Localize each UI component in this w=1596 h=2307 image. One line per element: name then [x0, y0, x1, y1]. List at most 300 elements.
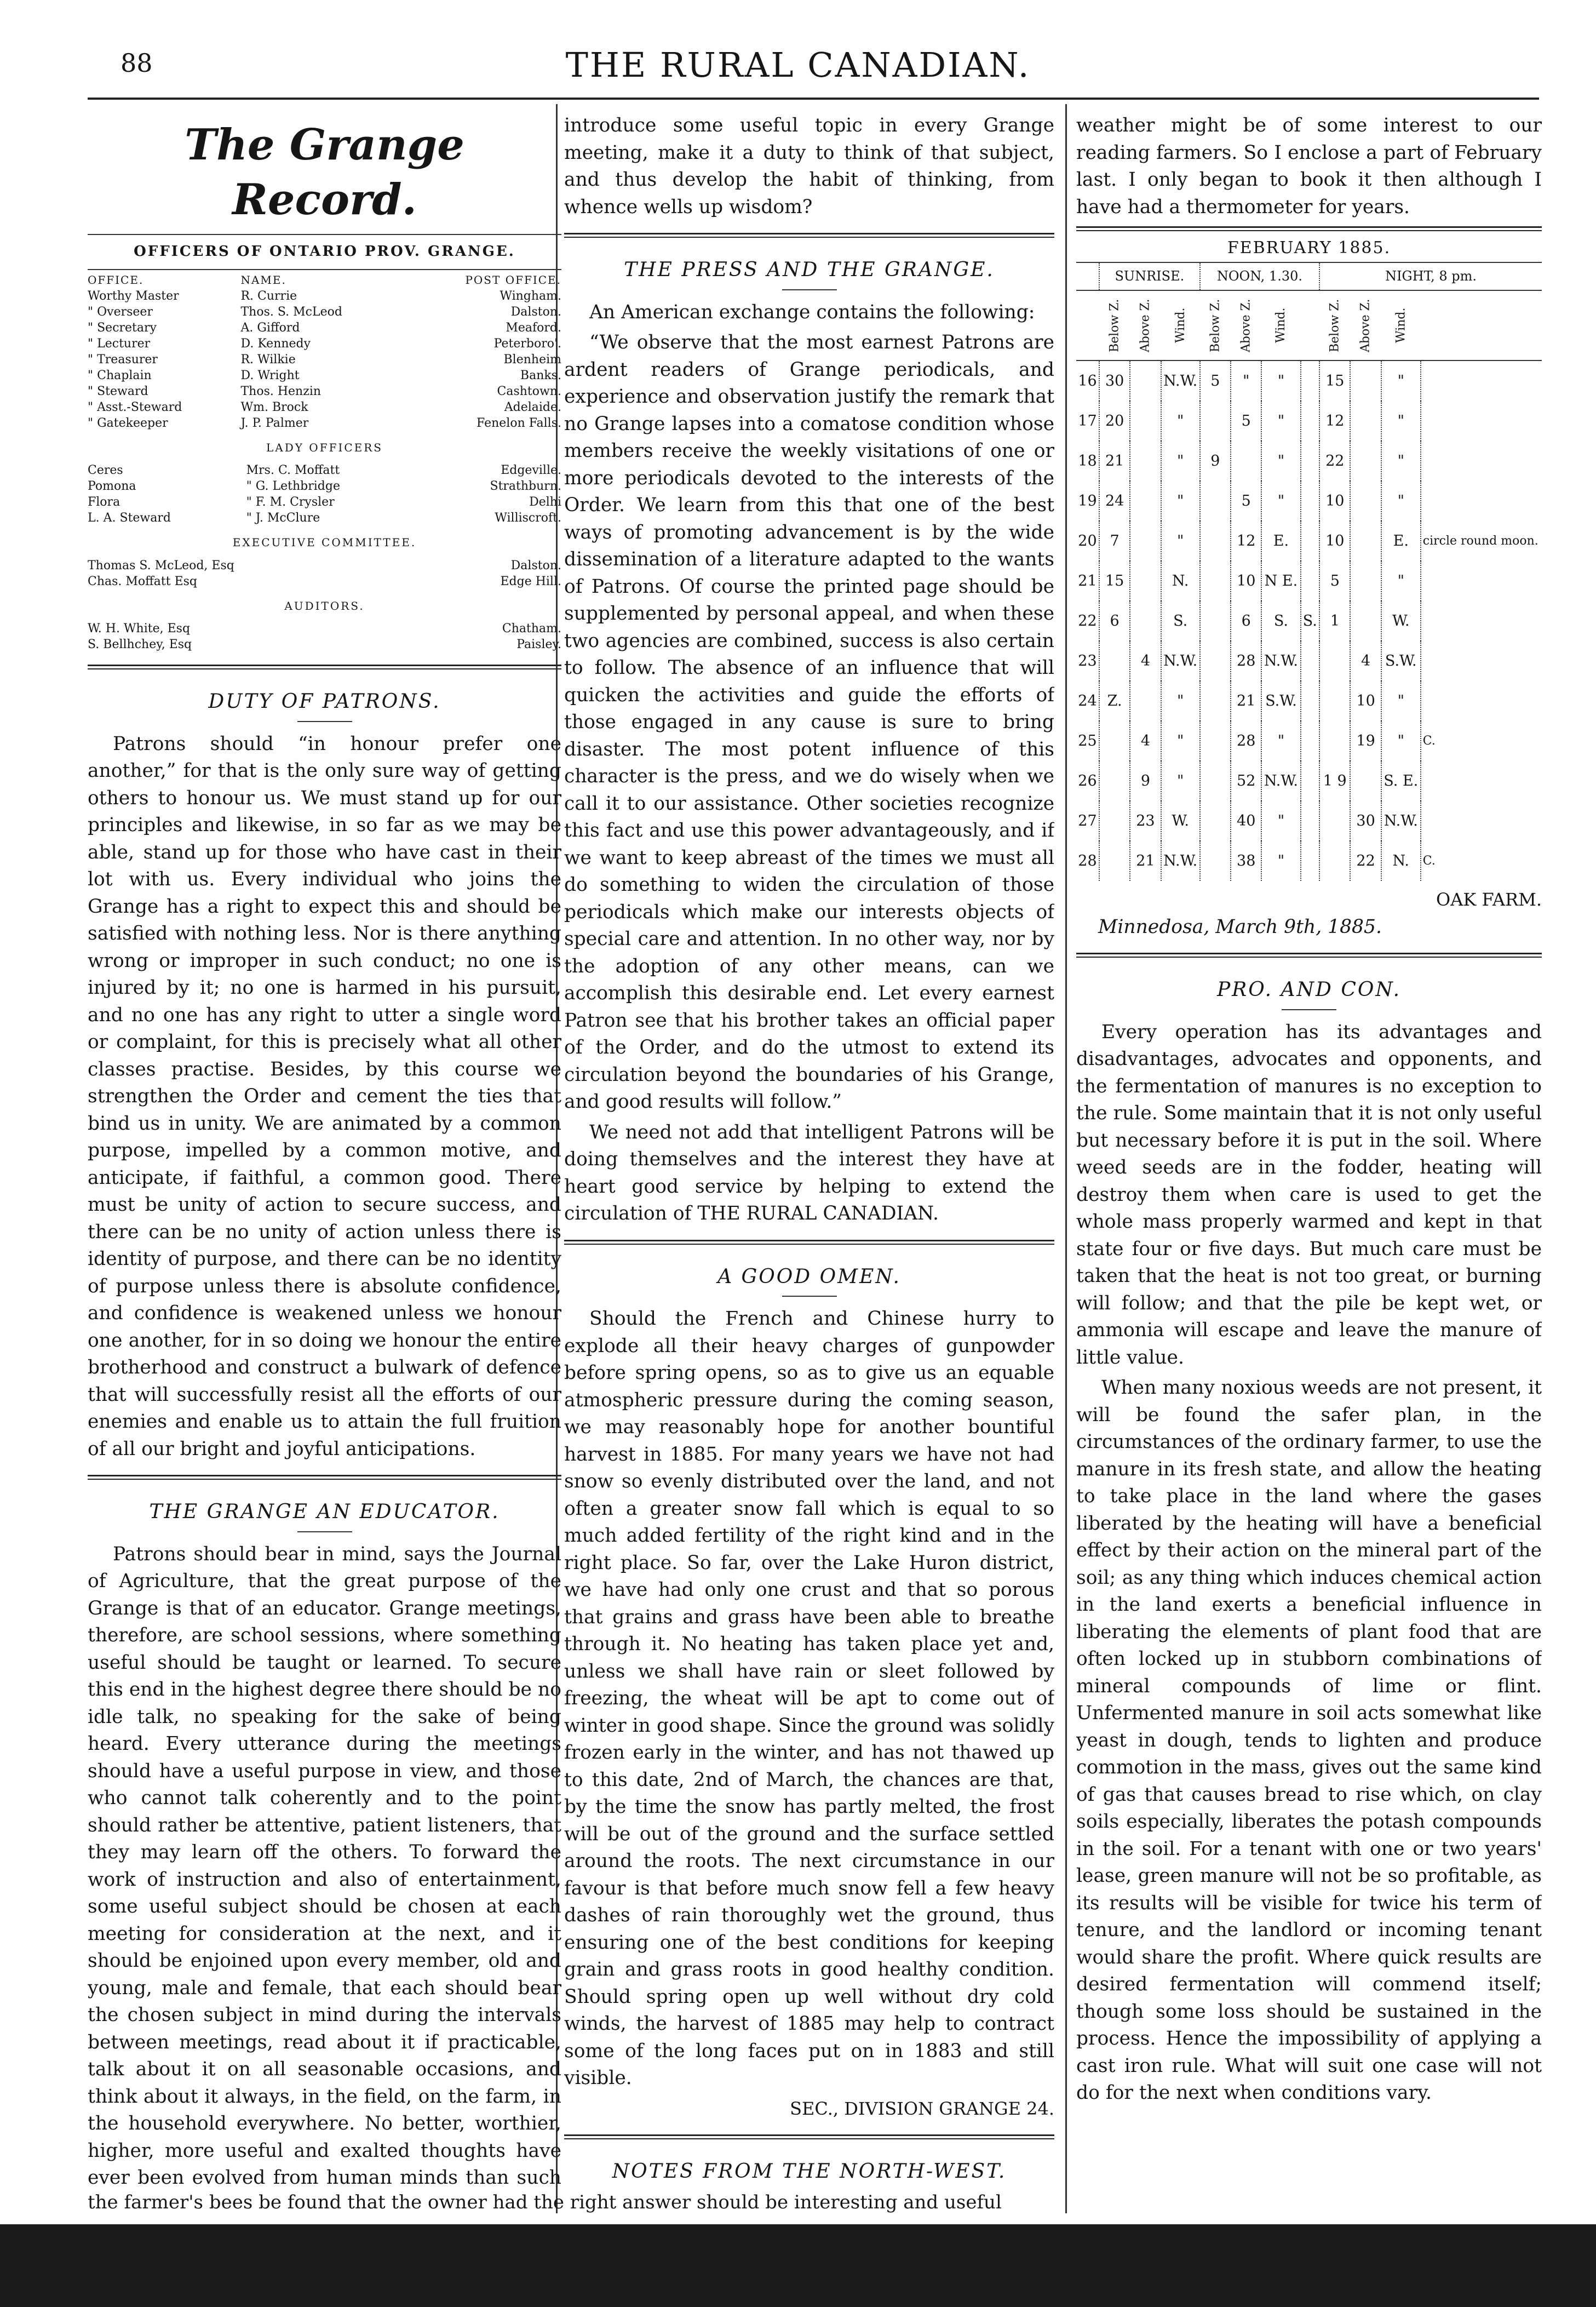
duty-of-patrons-heading: DUTY OF PATRONS. — [208, 690, 441, 713]
weather-cell: 9 — [1200, 441, 1231, 481]
executive-heading: EXECUTIVE COMMITTEE. — [232, 536, 417, 549]
weather-cell — [1421, 681, 1542, 721]
weather-cell — [1421, 360, 1542, 401]
weather-cell: C. — [1421, 841, 1542, 881]
weather-cell: N.W. — [1161, 360, 1200, 401]
weather-cell — [1099, 721, 1130, 761]
weather-subhead: Below Z. — [1200, 290, 1231, 360]
section-divider — [88, 1475, 561, 1480]
press-intro: An American exchange contains the following: — [589, 301, 1035, 323]
auditor-row — [88, 637, 561, 652]
weather-cell: S.W. — [1261, 681, 1300, 721]
officer-row — [88, 320, 561, 336]
weather-subhead: Wind. — [1161, 290, 1200, 360]
weather-subhead-blank — [1301, 290, 1320, 360]
weather-cell: S.W. — [1381, 641, 1421, 681]
officer-office: " Gatekeeper — [88, 416, 168, 430]
weather-cell: 5 — [1200, 360, 1231, 401]
column-1 — [88, 112, 561, 2189]
weather-cell: " — [1261, 481, 1300, 521]
weather-cell: 38 — [1231, 841, 1261, 881]
weather-cell: N.W. — [1381, 801, 1421, 841]
weather-cell — [1231, 441, 1261, 481]
weather-cell: 28 — [1231, 721, 1261, 761]
day-subhead — [1076, 290, 1099, 360]
duty-of-patrons-body: Patrons should “in honour prefer one another,” for that is the only sure way of getting others to honour us. We must stand up for our principles and likewise, in so far as we may be able, stand up for those who have cast in their lot with us. Every individual who joins the Grange has a right to expect this and should be satisfied with nothing less. Nor is there anything wrong or improper in such conduct; no one is injured by it; no one is harmed in his pursuit, and no one has any right to utter a single word or complaint, for this is precisely what all other classes practise. Besides, by this course we strengthen the Order and cement the ties that bind us in unity. We are animated by a common purpose, impelled by a common motive, and anticipate, if faithful, a common good. There must be unity of action to secure success, and there can be no unity of action unless there is identity of purpose, and there can be no identity of purpose unless there is absolute confidence, and confidence is weakened unless we honour one another, for in so doing we honour the entire brotherhood and construct a bulwark of defence that will successfully resist all the efforts of our enemies and enable us to attain the full fruition of all our bright and joyful anticipations. — [88, 732, 561, 1460]
weather-cell: E. — [1261, 521, 1300, 561]
weather-cell — [1130, 441, 1161, 481]
weather-cell — [1200, 641, 1231, 681]
auditors-heading: AUDITORS. — [284, 599, 365, 612]
weather-cell: " — [1261, 401, 1300, 441]
officer-post-office: Edgeville. — [501, 463, 561, 477]
weather-cell — [1130, 360, 1161, 401]
weather-cell — [1301, 360, 1320, 401]
weather-cell: 7 — [1099, 521, 1130, 561]
weather-cell: N.W. — [1261, 641, 1300, 681]
weather-cell: " — [1381, 481, 1421, 521]
section-divider — [88, 665, 561, 669]
weather-cell: " — [1381, 441, 1421, 481]
col-head-name: NAME. — [240, 273, 286, 287]
weather-row — [1076, 801, 1542, 841]
weather-cell — [1099, 841, 1130, 881]
weather-cell — [1301, 681, 1320, 721]
weather-cell — [1319, 801, 1350, 841]
weather-cell — [1200, 721, 1231, 761]
weather-cell — [1099, 641, 1130, 681]
weather-cell — [1301, 761, 1320, 801]
weather-cell — [1350, 441, 1381, 481]
bottom-scan-band — [0, 2224, 1596, 2307]
weather-cell: " — [1231, 360, 1261, 401]
officer-row — [88, 368, 561, 383]
weather-cell: 15 — [1099, 561, 1130, 601]
night-group: NIGHT, 8 pm. — [1319, 262, 1542, 291]
weather-cell: N. — [1381, 841, 1421, 881]
weather-cell: circle round moon. — [1421, 521, 1542, 561]
weather-row — [1076, 761, 1542, 801]
officer-office: " Asst.-Steward — [88, 400, 182, 414]
officer-office: Worthy Master — [88, 289, 179, 303]
weather-cell: " — [1161, 481, 1200, 521]
weather-cell — [1301, 521, 1320, 561]
weather-cell: 15 — [1319, 360, 1350, 401]
page-number: 88 — [120, 48, 153, 78]
lady-officer-row — [88, 494, 561, 510]
weather-table-title: FEBRUARY 1885. — [1227, 238, 1391, 257]
weather-cell: 22 — [1319, 441, 1350, 481]
weather-cell: 6 — [1231, 601, 1261, 641]
weather-row — [1076, 681, 1542, 721]
weather-cell: N. — [1161, 561, 1200, 601]
officers-heading: OFFICERS OF ONTARIO PROV. GRANGE. — [88, 234, 561, 270]
member-post-office: Dalston. — [510, 558, 561, 573]
officer-post-office: Cashtown. — [497, 384, 561, 398]
weather-cell — [1301, 721, 1320, 761]
weather-cell: 10 — [1350, 681, 1381, 721]
good-omen-signature: SEC., DIVISION GRANGE 24. — [790, 2098, 1054, 2119]
officer-row — [88, 352, 561, 368]
officer-office: " Lecturer — [88, 336, 151, 351]
weather-day: 25 — [1078, 732, 1097, 749]
officer-post-office: Meaford. — [506, 320, 561, 335]
weather-cell: 4 — [1130, 641, 1161, 681]
officers-table — [88, 272, 561, 431]
weather-subhead: Wind. — [1381, 290, 1421, 360]
weather-cell: " — [1261, 360, 1300, 401]
weather-row — [1076, 481, 1542, 521]
weather-subhead-blank — [1421, 290, 1542, 360]
officer-name: " F. M. Crysler — [246, 495, 335, 509]
grange-educator-continued: introduce some useful topic in every Grange meeting, make it a duty to think of that subject, and thus develop the habit of thinking, from whence wells up wisdom? — [564, 115, 1054, 218]
officer-office: Pomona — [88, 479, 136, 493]
column-2 — [564, 112, 1054, 2189]
officer-office: Flora — [88, 495, 120, 509]
weather-cell — [1200, 801, 1231, 841]
weather-subhead: Wind. — [1261, 290, 1300, 360]
weather-row — [1076, 641, 1542, 681]
weather-cell: E. — [1381, 521, 1421, 561]
weather-row — [1076, 561, 1542, 601]
weather-day: 26 — [1078, 772, 1097, 789]
section-divider — [1076, 953, 1542, 958]
weather-cell: 4 — [1350, 641, 1381, 681]
weather-cell — [1130, 521, 1161, 561]
weather-cell — [1130, 561, 1161, 601]
weather-cell — [1350, 401, 1381, 441]
weather-cell: 1 — [1319, 601, 1350, 641]
weather-cell — [1301, 441, 1320, 481]
auditor-post-office: Paisley. — [516, 638, 561, 651]
weather-cell — [1421, 641, 1542, 681]
auditors-table — [88, 621, 561, 652]
weather-cell — [1130, 601, 1161, 641]
weather-cell — [1301, 841, 1320, 881]
weather-cell: N.W. — [1161, 641, 1200, 681]
weather-cell: W. — [1161, 801, 1200, 841]
weather-day: 19 — [1078, 492, 1097, 510]
executive-row — [88, 574, 561, 589]
weather-cell: 24 — [1099, 481, 1130, 521]
weather-cell — [1319, 721, 1350, 761]
weather-cell: 40 — [1231, 801, 1261, 841]
weather-cell — [1130, 481, 1161, 521]
officer-name: A. Gifford — [240, 320, 300, 335]
officer-office: " Overseer — [88, 305, 153, 319]
officer-name: Wm. Brock — [240, 400, 308, 414]
executive-table — [88, 558, 561, 589]
north-west-dateline: Minnedosa, March 9th, 1885. — [1098, 915, 1382, 938]
noon-group: NOON, 1.30. — [1200, 262, 1319, 291]
sunrise-group: SUNRISE. — [1099, 262, 1200, 291]
weather-row — [1076, 841, 1542, 881]
weather-cell: 52 — [1231, 761, 1261, 801]
weather-cell — [1421, 561, 1542, 601]
weather-cell: 4 — [1130, 721, 1161, 761]
officer-post-office: Williscroft. — [495, 511, 561, 525]
weather-cell: 5 — [1231, 481, 1261, 521]
officer-name: R. Wilkie — [240, 352, 296, 367]
heading-rule — [297, 1531, 352, 1532]
weather-cell: 19 — [1350, 721, 1381, 761]
weather-cell: " — [1161, 681, 1200, 721]
weather-row — [1076, 441, 1542, 481]
officer-office: " Secretary — [88, 320, 157, 335]
weather-row — [1076, 721, 1542, 761]
col-head-post-office: POST OFFICE. — [465, 273, 561, 287]
weather-cell — [1130, 401, 1161, 441]
weather-cell: 10 — [1231, 561, 1261, 601]
weather-cell: 23 — [1130, 801, 1161, 841]
member-name: Thomas S. McLeod, Esq — [88, 558, 234, 573]
weather-cell: 5 — [1231, 401, 1261, 441]
column-3 — [1076, 112, 1542, 2189]
officer-office: L. A. Steward — [88, 511, 171, 525]
weather-row — [1076, 401, 1542, 441]
officer-post-office: Wingham. — [500, 289, 561, 303]
weather-cell: " — [1161, 721, 1200, 761]
officer-office: " Chaplain — [88, 368, 152, 382]
member-name: Chas. Moffatt Esq — [88, 574, 198, 588]
weather-subhead: Above Z. — [1350, 290, 1381, 360]
weather-day: 16 — [1078, 372, 1097, 390]
weather-cell — [1130, 681, 1161, 721]
weather-cell — [1350, 561, 1381, 601]
weather-cell: " — [1261, 441, 1300, 481]
press-after: We need not add that intelligent Patrons will be doing themselves and the interest they have at heart good service by helping to extend the circulation of THE RURAL CANADIAN. — [564, 1121, 1054, 1224]
grange-educator-heading: THE GRANGE AN EDUCATOR. — [149, 1501, 500, 1523]
good-omen-body: Should the French and Chinese hurry to explode all their heavy charges of gunpowder before spring opens, so as to give us an equable atmospheric pressure during the coming season, we may reasonably hope for another bountiful harvest in 1885. For many years we have not had snow so evenly distributed over the land, and not often a greater snow fall which is equal to so much added fertility of the right kind and in the right place. So far, over the Lake Huron district, we have had only one crust and that so porous that grains and grass have been able to breathe through it. No heating has taken place yet and, unless we shall have rain or sleet followed by freezing, the wheat will be apt to come out of winter in good shape. Since the ground was solidly frozen early in the winter, and has not thawed up to this date, 2nd of March, the chances are that, by the time the snow has partly melted, the frost will be out of the ground and the surface settled around the roots. The next circumstance in our favour is that before much snow fell a few heavy dashes of rain thoroughly wet the ground, thus ensuring one of the best conditions for keeping grain and grass roots in good healthy condition. Should spring open up well without dry cold winds, the harvest of 1885 may help to contract some of the long faces put on in 1883 and still visible. — [564, 1308, 1054, 2089]
officer-post-office: Peterboro'. — [493, 336, 561, 351]
weather-cell: " — [1381, 561, 1421, 601]
press-quote: “We observe that the most earnest Patrons are ardent readers of Grange periodicals, and experience and observation justify the remark that no Grange lapses into a comatose condition whose members receive the weekly visitations of one or more periodicals devoted to the interests of the Order. We learn from this that one of the best ways of promoting advancement is by the wide dissemination of a literature adapted to the wants of Patrons. Of course the printed page should be supplemented by personal appeal, and when these two agencies are combined, success is also certain to follow. The absence of an influence that will quicken the activities and guide the efforts of those engaged in any cause is sure to bring disaster. The most potent influence of this character is the press, and we do wisely when we call it to our assistance. Other societies recognize this fact and use this power advantageously, and if we want to keep abreast of the times we must all do something to widen the circulation of those periodicals which make our interests objects of special care and attention. In no other way, nor by the adoption of any other means, can we accomplish this desirable end. Let every earnest Patron see that his brother takes an official paper of the Order, and do the utmost to extend its circulation beyond the boundaries of his Grange, and good results will follow.” — [564, 331, 1054, 1113]
good-omen-heading: A GOOD OMEN. — [717, 1265, 901, 1288]
weather-cell: W. — [1381, 601, 1421, 641]
weather-row — [1076, 521, 1542, 561]
weather-cell — [1319, 841, 1350, 881]
weather-day: 27 — [1078, 812, 1097, 829]
weather-cell — [1319, 641, 1350, 681]
weather-cell — [1421, 801, 1542, 841]
lady-officer-row — [88, 510, 561, 526]
weather-subhead: Above Z. — [1130, 290, 1161, 360]
lady-officer-row — [88, 478, 561, 494]
weather-cell: " — [1381, 681, 1421, 721]
weather-cell: 20 — [1099, 401, 1130, 441]
weather-cell: 9 — [1130, 761, 1161, 801]
executive-row — [88, 558, 561, 574]
officer-name: D. Kennedy — [240, 336, 311, 351]
weather-cell: 5 — [1319, 561, 1350, 601]
officer-name: Thos. Henzin — [240, 384, 322, 398]
lady-officer-row — [88, 462, 561, 478]
officer-row — [88, 399, 561, 415]
weather-subhead: Below Z. — [1099, 290, 1130, 360]
col-head-office: OFFICE. — [88, 273, 144, 287]
auditor-row — [88, 621, 561, 637]
officer-post-office: Dalston. — [510, 305, 561, 319]
officer-post-office: Adelaide. — [504, 400, 561, 414]
heading-rule — [782, 289, 837, 290]
heading-rule — [1282, 1009, 1336, 1010]
officer-row — [88, 383, 561, 399]
officer-post-office: Banks. — [520, 368, 561, 382]
weather-cell: 10 — [1319, 521, 1350, 561]
heading-rule — [297, 721, 352, 722]
weather-cell — [1200, 841, 1231, 881]
north-west-heading: NOTES FROM THE NORTH-WEST. — [612, 2160, 1007, 2183]
weather-cell — [1350, 481, 1381, 521]
officer-name: R. Currie — [240, 289, 297, 303]
weather-cell: S. E. — [1381, 761, 1421, 801]
section-divider — [564, 2134, 1054, 2139]
auditor-name: W. H. White, Esq — [88, 622, 191, 636]
weather-cell: S. — [1161, 601, 1200, 641]
weather-table — [1076, 262, 1542, 881]
weather-cell: " — [1161, 441, 1200, 481]
section-divider — [564, 1240, 1054, 1245]
weather-cell: S. — [1301, 601, 1320, 641]
weather-day: 28 — [1078, 852, 1097, 869]
weather-cell — [1301, 641, 1320, 681]
weather-cell: 22 — [1350, 841, 1381, 881]
weather-cell — [1301, 481, 1320, 521]
weather-cell — [1421, 441, 1542, 481]
officer-row — [88, 304, 561, 320]
officer-office: " Steward — [88, 384, 148, 398]
weather-cell — [1350, 601, 1381, 641]
weather-day: 22 — [1078, 612, 1097, 629]
weather-cell: S. — [1261, 601, 1300, 641]
weather-cell: " — [1261, 721, 1300, 761]
grange-record-title: The Grange Record. — [185, 120, 464, 225]
weather-cell — [1200, 401, 1231, 441]
weather-cell: " — [1161, 401, 1200, 441]
weather-day: 17 — [1078, 412, 1097, 430]
officer-name: J. P. Palmer — [240, 416, 309, 430]
weather-cell: " — [1381, 721, 1421, 761]
weather-day: 20 — [1078, 532, 1097, 549]
weather-day: 24 — [1078, 692, 1097, 709]
weather-cell: " — [1381, 360, 1421, 401]
top-rule — [88, 98, 1539, 100]
officer-name: " J. McClure — [246, 511, 320, 525]
weather-cell — [1421, 401, 1542, 441]
section-divider — [1076, 226, 1542, 231]
lady-officers-heading: LADY OFFICERS — [266, 440, 383, 454]
lady-officers-table — [88, 462, 561, 526]
weather-cell: 12 — [1319, 401, 1350, 441]
weather-cell: " — [1261, 801, 1300, 841]
weather-subhead: Below Z. — [1319, 290, 1350, 360]
weather-cell: 21 — [1130, 841, 1161, 881]
weather-cell: C. — [1421, 721, 1542, 761]
auditor-post-office: Chatham. — [502, 622, 561, 636]
officer-post-office: Blenheim — [503, 352, 561, 367]
weather-cell — [1421, 601, 1542, 641]
pro-and-con-heading: PRO. AND CON. — [1216, 978, 1402, 1001]
heading-rule — [782, 1296, 837, 1297]
weather-cell — [1421, 481, 1542, 521]
weather-day: 18 — [1078, 452, 1097, 470]
officer-name: Thos. S. McLeod — [240, 305, 342, 319]
grange-educator-body: Patrons should bear in mind, says the Journal of Agriculture, that the great purpose of the Grange is that of an educator. Grange meetings, therefore, are school sessions, where something useful should be taught or learned. To secure this end in the highest degree there should be no idle talk, no speaking for the sake of being heard. Every utterance during the meetings should have a useful purpose in view, and those who cannot talk coherently and to the point should rather be attentive, patient listeners, that they may learn off the others. To forward the work of instruction and also of entertainment, some useful subject should be chosen at each meeting for consideration at the next, and it should be enjoined upon every member, old and young, male and female, that each should bear the chosen subject in mind during the intervals between meetings, read about it if practicable, talk about it on all seasonable occasions, and think about it always, in the field, on the farm, in the household everywhere. No better, worthier, higher, more useful and exalted thoughts have ever been evolved from human minds than such — [88, 1543, 561, 2189]
weather-cell: 6 — [1099, 601, 1130, 641]
weather-cell: 28 — [1231, 641, 1261, 681]
weather-cell: 12 — [1231, 521, 1261, 561]
officer-name: D. Wright — [240, 368, 300, 382]
section-divider — [564, 233, 1054, 238]
weather-cell — [1200, 681, 1231, 721]
weather-row — [1076, 601, 1542, 641]
weather-cell — [1099, 761, 1130, 801]
weather-subhead: Above Z. — [1231, 290, 1261, 360]
weather-day: 23 — [1078, 652, 1097, 669]
officer-row — [88, 288, 561, 304]
officer-office: " Treasurer — [88, 352, 158, 367]
weather-cell — [1350, 521, 1381, 561]
weather-cell — [1319, 681, 1350, 721]
weather-cell — [1301, 561, 1320, 601]
weather-cell: 21 — [1099, 441, 1130, 481]
day-col-head — [1076, 262, 1099, 291]
weather-cell: N.W. — [1161, 841, 1200, 881]
masthead: THE RURAL CANADIAN. — [565, 45, 1031, 85]
officer-name: " G. Lethbridge — [246, 479, 340, 493]
auditor-name: S. Bellhchey, Esq — [88, 638, 192, 651]
weather-cell: " — [1261, 841, 1300, 881]
pro-and-con-paragraph-1: Every operation has its advantages and disadvantages, advocates and opponents, and the fermentation of manures is no exception to the rule. Some maintain that it is not only useful but necessary before it is put in the soil. Where weed seeds are in the fodder, heating will destroy them when care is used to get the whole mass properly warmed and kept in that state four or five days. But much care must be taken that the heat is not too great, or burning will follow; and that the pile be kept wet, or ammonia will escape and leave the manure of little value. — [1076, 1021, 1542, 1369]
officer-row — [88, 336, 561, 352]
weather-cell: 1 9 — [1319, 761, 1350, 801]
weather-cell — [1200, 521, 1231, 561]
weather-cell: Z. — [1099, 681, 1130, 721]
weather-cell — [1200, 481, 1231, 521]
weather-cell: " — [1161, 521, 1200, 561]
weather-cell: " — [1161, 761, 1200, 801]
press-and-grange-heading: THE PRESS AND THE GRANGE. — [624, 259, 995, 281]
weather-cell — [1350, 360, 1381, 401]
member-post-office: Edge Hill. — [500, 574, 561, 588]
weather-day: 21 — [1078, 572, 1097, 589]
weather-cell — [1099, 801, 1130, 841]
weather-cell: 30 — [1350, 801, 1381, 841]
weather-cell: N E. — [1261, 561, 1300, 601]
pro-and-con-paragraph-2: When many noxious weeds are not present, it will be found the safer plan, in the circumstances of the ordinary farmer, to use the manure in its fresh state, and allow the heating to take place in the land where the gases liberated by the heating will have a beneficial effect by their action on the mineral part of the soil; as any thing which induces chemical action in the land exerts a beneficial influence in liberating the elements of plant food that are often locked up in stubborn combinations of mineral compounds of lime or flint. Unfermented manure in soil acts somewhat like yeast in dough, tends to lighten and produce commotion in the mass, gives out the same kind of gas that causes bread to rise which, on clay soils especially, liberates the potash compounds in the soil. For a tenant with one or two years' lease, green manure will not be so profitable, as its results will be visible for twice his term of tenure, and the landlord or incoming tenant would share the profit. Where quick results are desired fermentation will commend itself; though some loss should be sustained in the process. Hence the impossibility of applying a cast iron rule. What will suit one case will not do for the next when conditions vary. — [1076, 1377, 1542, 2104]
column-rule-2 — [1065, 104, 1067, 2213]
officer-post-office: Delhi — [529, 495, 561, 509]
north-west-continued: weather might be of some interest to our reading farmers. So I enclose a part of February last. I only began to book it then although I have had a thermometer for years. — [1076, 115, 1542, 218]
weather-cell — [1200, 761, 1231, 801]
weather-cell — [1200, 601, 1231, 641]
weather-cell — [1301, 401, 1320, 441]
bottom-strip-text: the farmer's bees be found that the owner had the right answer should be interesting and useful — [88, 2191, 1002, 2213]
weather-cell — [1421, 761, 1542, 801]
officer-name: Mrs. C. Moffatt — [246, 463, 340, 477]
officer-row — [88, 415, 561, 431]
weather-cell — [1350, 761, 1381, 801]
weather-cell — [1200, 561, 1231, 601]
weather-cell: " — [1381, 401, 1421, 441]
weather-cell — [1301, 801, 1320, 841]
weather-cell: 21 — [1231, 681, 1261, 721]
officer-post-office: Fenelon Falls. — [476, 416, 561, 430]
weather-cell: 10 — [1319, 481, 1350, 521]
weather-cell: 30 — [1099, 360, 1130, 401]
weather-row — [1076, 360, 1542, 401]
officer-office: Ceres — [88, 463, 123, 477]
